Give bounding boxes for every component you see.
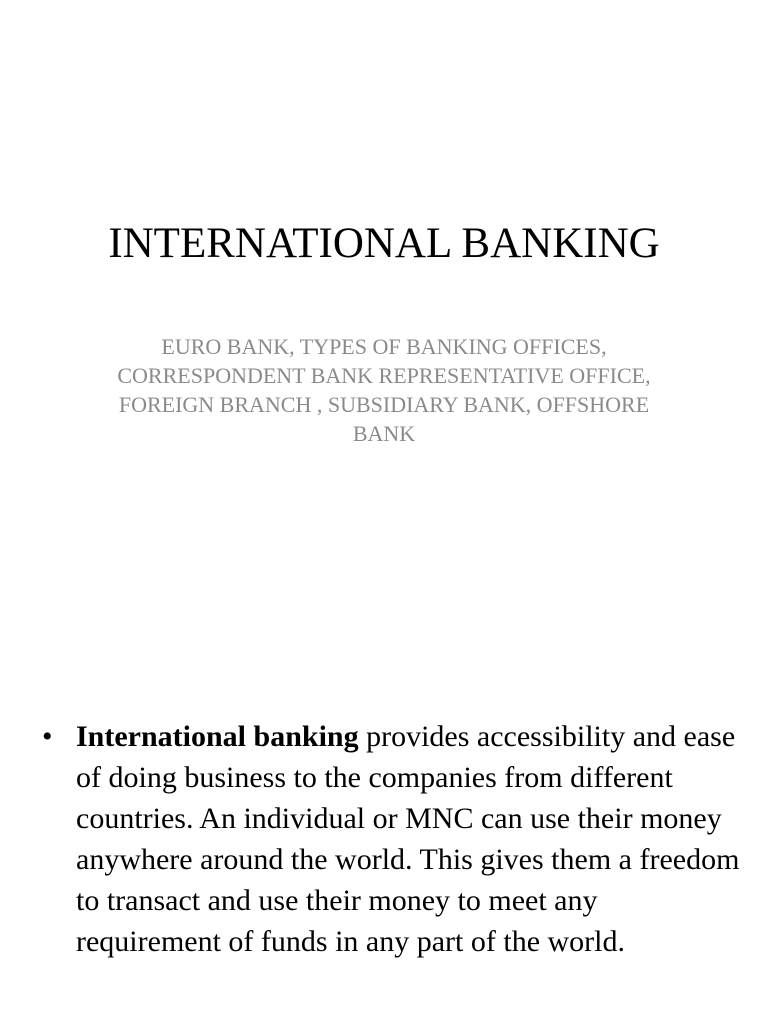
bullet-text: provides accessibility and ease of doing business to the companies from different countries. An individual or MNC can use their money anywhere around the world. This gives them a freedom to transact and use their money to meet any requirement of funds in any part of the world. — [76, 720, 740, 958]
bullet-item — [40, 716, 740, 962]
bullet-list — [40, 716, 740, 962]
bullet-icon: • — [42, 720, 53, 753]
slide-subtitle: EURO BANK, TYPES OF BANKING OFFICES, CORRESPONDENT BANK REPRESENTATIVE OFFICE, FOREIGN BRANCH , SUBSIDIARY BANK, OFFSHORE BANK — [117, 334, 651, 446]
content-slide — [0, 660, 768, 1024]
bullet-bold-lead: International banking — [76, 720, 359, 753]
slide-title: INTERNATIONAL BANKING — [108, 220, 660, 267]
